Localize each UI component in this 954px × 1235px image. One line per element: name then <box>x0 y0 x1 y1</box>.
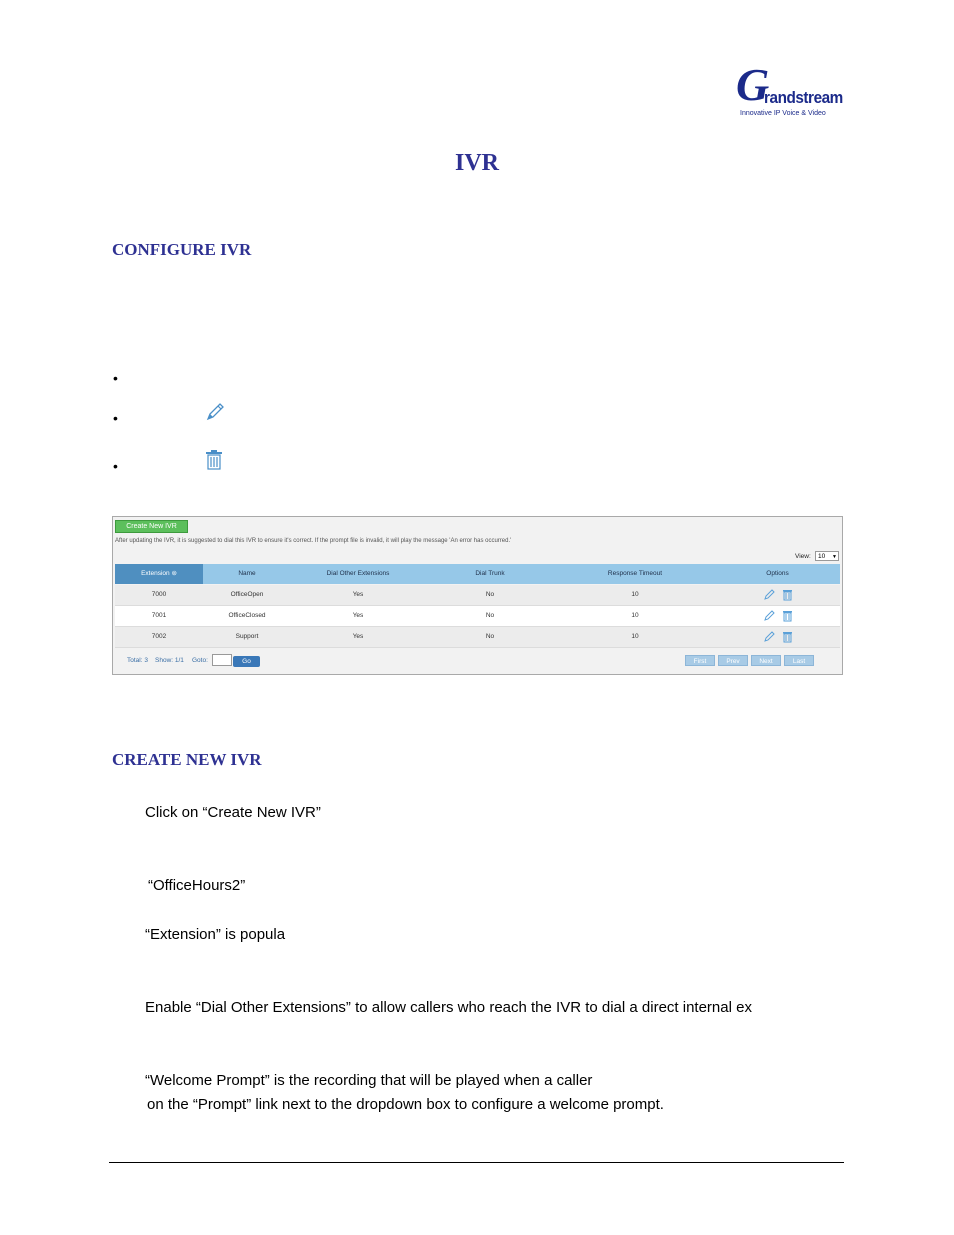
body-line-6: on the “Prompt” link next to the dropdown box to configure a welcome prompt. <box>147 1096 664 1113</box>
bullet-3: • <box>113 458 118 474</box>
cell-extension: 7002 <box>151 633 167 640</box>
cell-dial-trunk: No <box>485 591 495 598</box>
sort-icon: ⊚ <box>171 570 177 577</box>
table-row <box>115 606 840 627</box>
footer-rule <box>109 1162 844 1163</box>
cell-name: OfficeClosed <box>228 612 266 619</box>
bullet-1: • <box>113 370 118 386</box>
last-page-button[interactable]: Last <box>784 655 814 666</box>
cell-dial-other: Yes <box>352 612 364 619</box>
create-new-ivr-button[interactable]: Create New IVR <box>115 520 188 533</box>
edit-icon[interactable] <box>763 631 775 643</box>
view-label: View: <box>795 553 811 560</box>
delete-icon[interactable] <box>782 589 793 601</box>
show-pages: Show: 1/1 <box>155 657 184 664</box>
ivr-panel <box>112 516 843 675</box>
header-dial-other: Dial Other Extensions <box>326 570 390 577</box>
logo-word: randstream <box>764 88 843 107</box>
goto-input[interactable] <box>212 654 232 666</box>
edit-icon[interactable] <box>763 589 775 601</box>
logo-letter: G <box>736 59 770 110</box>
page-title: IVR <box>454 150 499 176</box>
body-line-3: “Extension” is popula <box>145 926 286 943</box>
view-select[interactable] <box>815 551 839 561</box>
logo-tagline: Innovative IP Voice & Video <box>740 110 826 117</box>
trash-icon <box>204 449 224 476</box>
total-count: Total: 3 <box>127 657 148 664</box>
cell-dial-trunk: No <box>485 612 495 619</box>
goto-label: Goto: <box>192 657 208 664</box>
cell-name: OfficeOpen <box>230 591 264 598</box>
body-line-5: “Welcome Prompt” is the recording that will be played when a caller <box>145 1072 593 1089</box>
next-page-button[interactable]: Next <box>751 655 781 666</box>
section-heading-configure: CONFIGURE IVR <box>112 240 252 259</box>
chevron-down-icon: ▼ <box>832 554 837 560</box>
cell-dial-trunk: No <box>485 633 495 640</box>
go-button[interactable]: Go <box>233 656 260 667</box>
body-line-4: Enable “Dial Other Extensions” to allow callers who reach the IVR to dial a direct internal ex <box>145 999 752 1016</box>
bullet-2: • <box>113 410 118 426</box>
grandstream-logo <box>736 59 843 120</box>
ivr-note: After updating the IVR, it is suggested to dial this IVR to ensure it's correct. If the prompt file is invalid, it will play the message 'An error has occurred.' <box>115 538 512 544</box>
edit-icon[interactable] <box>763 610 775 622</box>
prev-page-button[interactable]: Prev <box>718 655 748 666</box>
header-timeout: Response Timeout <box>607 570 663 577</box>
cell-dial-other: Yes <box>352 591 364 598</box>
delete-icon[interactable] <box>782 631 793 643</box>
cell-timeout: 10 <box>631 633 639 640</box>
cell-extension: 7001 <box>151 612 167 619</box>
cell-dial-other: Yes <box>352 633 364 640</box>
first-page-button[interactable]: First <box>685 655 715 666</box>
cell-extension: 7000 <box>151 591 167 598</box>
cell-name: Support <box>235 633 259 640</box>
header-options: Options <box>766 570 789 577</box>
body-line-1: Click on “Create New IVR” <box>145 804 321 821</box>
pencil-icon <box>204 402 226 427</box>
view-value: 10 <box>818 553 826 560</box>
cell-timeout: 10 <box>631 591 639 598</box>
header-dial-trunk: Dial Trunk <box>475 570 505 577</box>
delete-icon[interactable] <box>782 610 793 622</box>
table-header <box>115 564 840 584</box>
body-line-2: “OfficeHours2” <box>148 877 246 894</box>
table-row <box>115 627 840 648</box>
cell-timeout: 10 <box>631 612 639 619</box>
header-extension[interactable]: Extension ⊚ <box>115 564 203 584</box>
section-heading-create: CREATE NEW IVR <box>112 750 262 769</box>
header-name: Name <box>238 570 256 577</box>
table-row <box>115 585 840 606</box>
